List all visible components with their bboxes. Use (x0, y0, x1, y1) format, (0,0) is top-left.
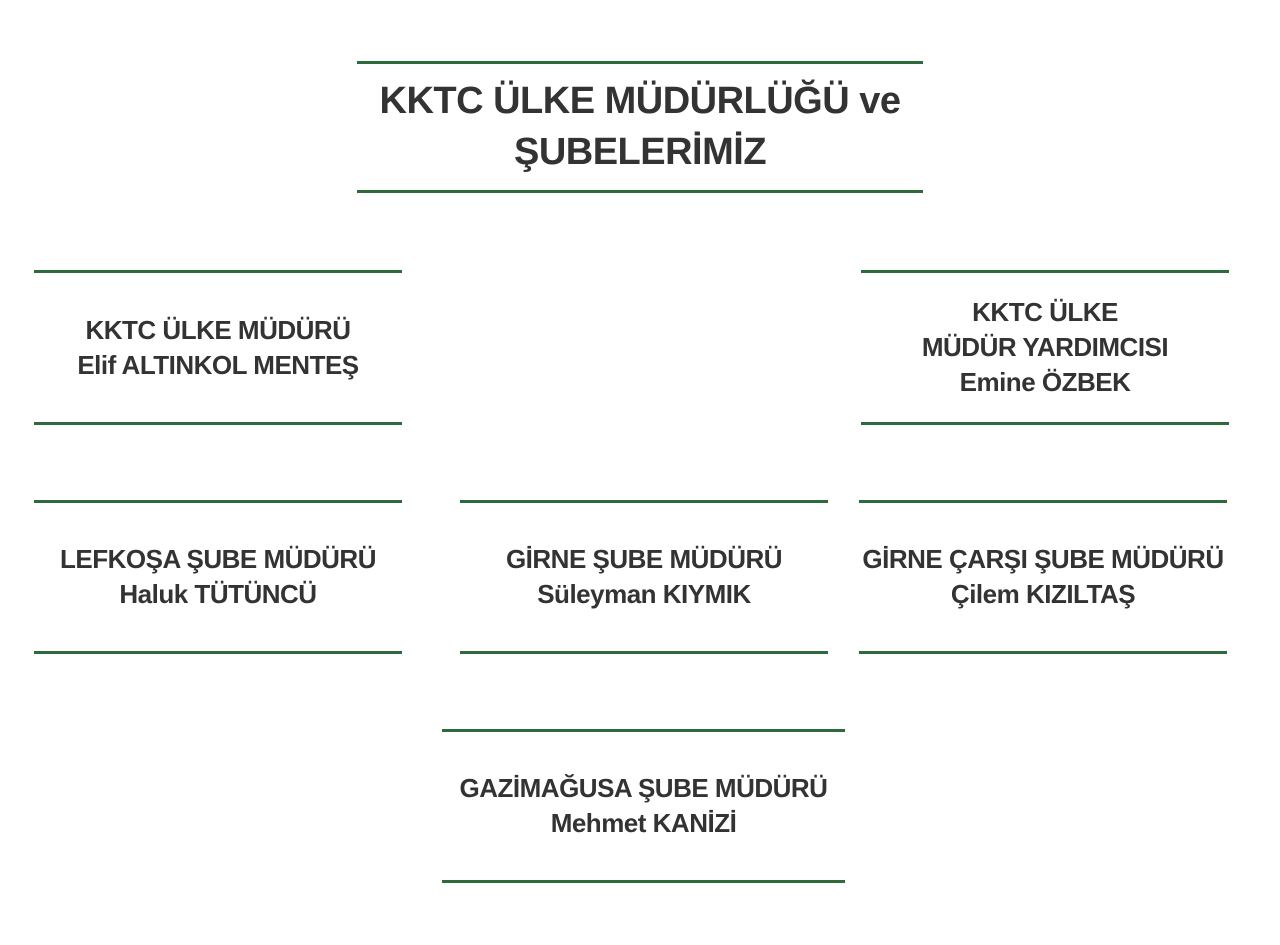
node-ulke-mudur-yardimcisi (861, 270, 1229, 425)
node-role-line-1: KKTC ÜLKE (972, 297, 1118, 327)
node-role: GİRNE ŞUBE MÜDÜRÜ (505, 544, 783, 574)
node-role-line-2: MÜDÜR YARDIMCISI (921, 332, 1169, 362)
node-person-name: Mehmet KANİZİ (550, 808, 737, 838)
node-person-name: Emine ÖZBEK (959, 367, 1131, 397)
node-person-name: Süleyman KIYMIK (537, 579, 751, 609)
node-girne-sube (460, 500, 828, 654)
node-role: GAZİMAĞUSA ŞUBE MÜDÜRÜ (459, 773, 828, 803)
node-person-name: Haluk TÜTÜNCÜ (119, 579, 317, 609)
node-girne-carsi-sube (859, 500, 1227, 654)
node-gazimagusa-sube (442, 729, 845, 883)
title-line-2: ŞUBELERİMİZ (513, 131, 767, 173)
node-person-name: Çilem KIZILTAŞ (950, 579, 1136, 609)
node-ulke-muduru (34, 270, 402, 425)
node-role: GİRNE ÇARŞI ŞUBE MÜDÜRÜ (862, 544, 1224, 574)
page-title (357, 61, 923, 193)
title-line-1: KKTC ÜLKE MÜDÜRLÜĞÜ ve (379, 80, 901, 122)
node-role: KKTC ÜLKE MÜDÜRÜ (85, 314, 351, 345)
node-role: LEFKOŞA ŞUBE MÜDÜRÜ (60, 544, 376, 574)
node-lefkosa-sube (34, 500, 402, 654)
node-person-name: Elif ALTINKOL MENTEŞ (77, 349, 359, 380)
